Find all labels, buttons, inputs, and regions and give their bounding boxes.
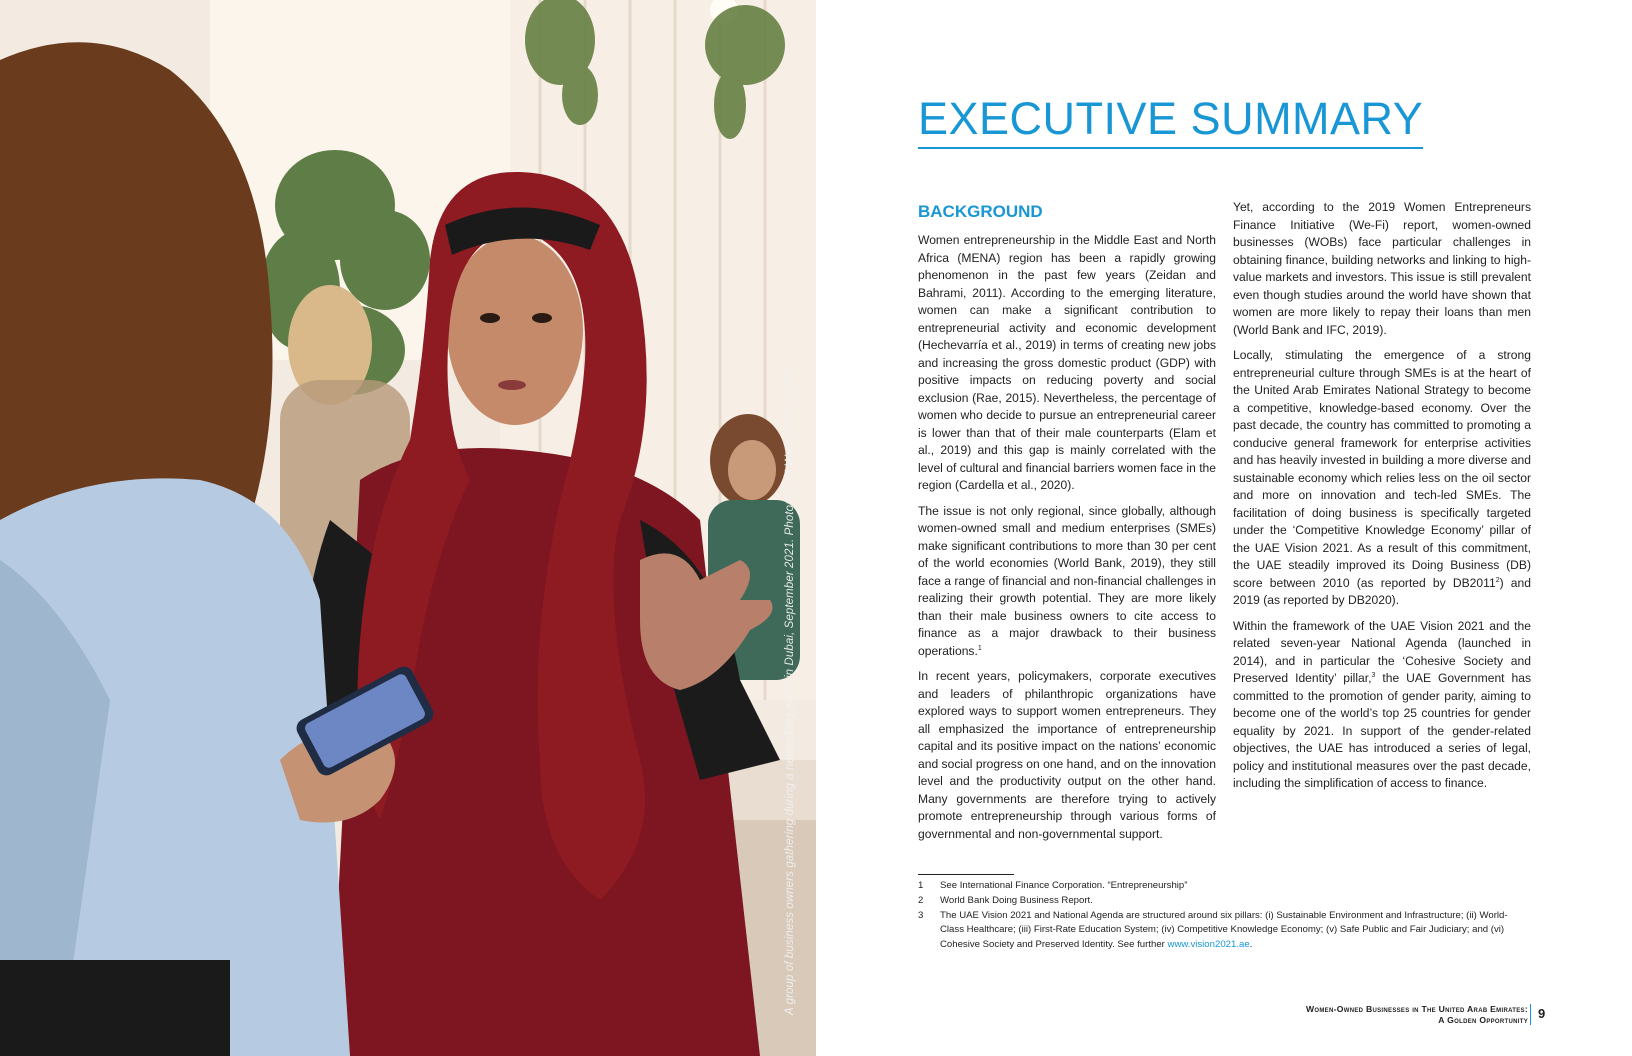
running-footer [1306, 1004, 1528, 1026]
footnote-3 [918, 909, 1530, 953]
text-column-right [1233, 199, 1531, 801]
running-footer-line-2: A Golden Opportunity [1438, 1015, 1528, 1025]
footnotes [918, 879, 1530, 953]
footnote-text-end: . [1249, 939, 1253, 951]
paragraph-6-text-a: Within the framework of the UAE Vision 2021 and the related seven-year National Agenda (launched in 2014), and in particular the ‘Cohesive Society and Preserved Identity’ pillar, [1233, 618, 1531, 685]
paragraph-6 [1233, 618, 1531, 793]
photo-caption: A group of business owners gathering during a networking event in Dubai, September 2021. Photo: © UN Women/Ian Hardie [784, 368, 796, 1015]
paragraph-4: Yet, according to the 2019 Women Entrepreneurs Finance Initiative (We-Fi) report, women-owned businesses (WOBs) face particular challenges in obtaining finance, building networks and linking to high-value markets and investors. This issue is still prevalent even though studies around the world have shown that women are more likely to repay their loans than men (World Bank and IFC, 2019). [1233, 200, 1531, 337]
footnote-2 [918, 894, 1530, 909]
page-title: EXECUTIVE SUMMARY [918, 94, 1423, 149]
paragraph-3: In recent years, policymakers, corporate executives and leaders of philanthropic organizations have explored ways to support women entrepreneurs. They all emphasized the importance of entrepreneurship capital and its positive impact on the nations’ economic and social progress on one hand, and on the innovation level and the productivity output on the other hand. Many governments are therefore trying to actively promote entrepreneurship through various forms of governmental and non-governmental support. [918, 669, 1216, 841]
footnote-number: 1 [918, 880, 924, 891]
footnote-text: See International Finance Corporation. “Entrepreneurship” [940, 880, 1188, 891]
footnote-ref-2[interactable]: 2 [1495, 576, 1500, 584]
paragraph-2 [918, 503, 1216, 661]
footer-divider [1530, 1004, 1531, 1025]
text-column-left [918, 201, 1216, 851]
footnote-divider [918, 874, 1014, 875]
paragraph-6-text-b: the UAE Government has committed to the promotion of gender parity, aiming to become one of the world’s top 25 countries for gender equality by 2021. In support of the gender-related objectives, the UAE has introduced a series of legal, policy and institutional measures over the past decade, including the simplification of access to finance. [1233, 671, 1531, 790]
paragraph-1: Women entrepreneurship in the Middle East and North Africa (MENA) region has been a rapidly growing phenomenon in the past few years (Zeidan and Bahrami, 2011). According to the emerging literature, women can make a significant contribution to entrepreneurial activity and economic development (Hechevarría et al., 2019) in terms of creating new jobs and increasing the gross domestic product (GDP) with positive impacts on reducing poverty and social exclusion (Rae, 2015). Nevertheless, the percentage of women who decide to pursue an entrepreneurial career is lower than that of their male counterparts (Elam et al., 2019) and this gap is mainly correlated with the level of cultural and financial barriers women face in the region (Cardella et al., 2020). [918, 233, 1216, 492]
paragraph-5-text-b: ) and 2019 (as reported by DB2020). [1233, 575, 1531, 607]
footnote-number: 3 [918, 909, 924, 921]
section-heading-background: BACKGROUND [918, 202, 1043, 221]
footnote-number: 2 [918, 894, 924, 906]
page-number: 9 [1538, 1006, 1546, 1021]
footnote-1 [918, 879, 1530, 894]
footnote-ref-1[interactable]: 1 [977, 644, 982, 652]
vision2021-link[interactable]: www.vision2021.ae [1167, 939, 1250, 951]
footnote-text: The UAE Vision 2021 and National Agenda are structured around six pillars: (i) Sustainable Environment and Infrastructure; (ii) World-Class Healthcare; (iii) First-Rate Education System; (iv) Competitive Knowledge Economy; (v) Safe Public and Fair Judiciary; and (vi) Cohesive Society and Preserved Identity. See further [940, 909, 1508, 951]
paragraph-5-text-a: Locally, stimulating the emergence of a strong entrepreneurial culture through SMEs is at the heart of the United Arab Emirates National Strategy to become a competitive, knowledge-based economy. Over the past decade, the country has committed to promoting a conducive general framework for enterprise activities and has heavily invested in building a more diverse and sustainable economy which relies less on the oil sector and more on innovation and tech-led SMEs. The facilitation of doing business is specifically targeted under the ‘Competitive Knowledge Economy’ pillar of the UAE Vision 2021. As a result of this commitment, the UAE steadily improved its Doing Business (DB) score between 2010 (as reported by DB2011 [1233, 348, 1531, 590]
paragraph-2-text: The issue is not only regional, since globally, although women-owned small and medium enterprises (SMEs) make significant contributions to more than 30 per cent of the world economies (World Bank, 2019), they still face a range of financial and non-financial challenges in realizing their growth potential. They are more likely than their male business owners to cite access to finance as a major drawback to their business operations. [918, 503, 1216, 658]
footnote-text-wrapper [940, 909, 1530, 953]
footnote-text: World Bank Doing Business Report. [940, 894, 1093, 906]
footnote-ref-3[interactable]: 3 [1371, 671, 1376, 679]
running-footer-line-1: Women-Owned Businesses in The United Arab Emirates: [1306, 1004, 1528, 1014]
paragraph-5 [1233, 347, 1531, 610]
